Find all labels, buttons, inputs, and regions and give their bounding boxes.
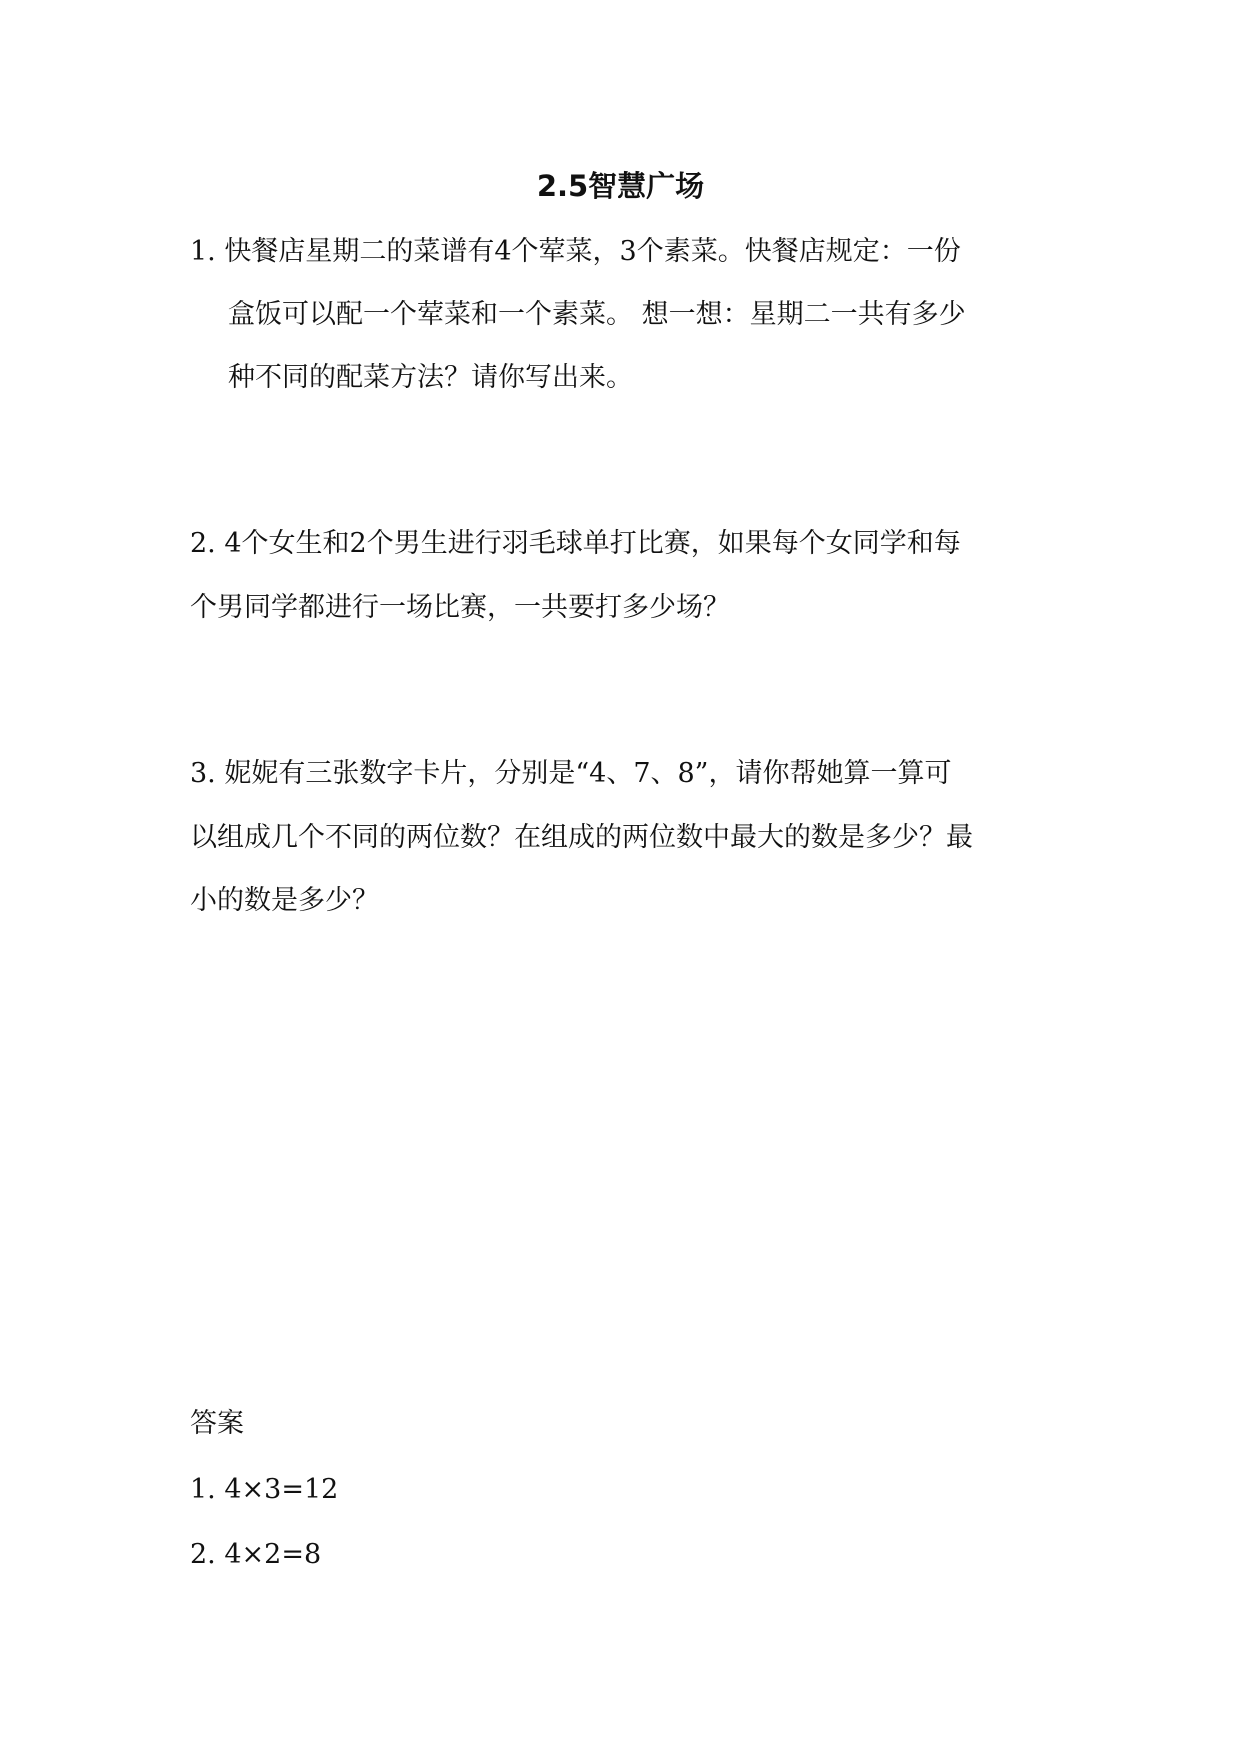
answer-1: 1. 4×3=12: [190, 1474, 339, 1505]
question-1-line-3: 种不同的配菜方法？请你写出来。: [228, 362, 633, 393]
question-3-line-1: 3. 妮妮有三张数字卡片，分别是“4、7、8”，请你帮她算一算可: [190, 758, 952, 789]
question-2-line-1: 2. 4个女生和2个男生进行羽毛球单打比赛，如果每个女同学和每: [190, 528, 961, 559]
question-3-line-2: 以组成几个不同的两位数？在组成的两位数中最大的数是多少？最: [190, 822, 973, 853]
question-1-line-2: 盒饭可以配一个荤菜和一个素菜。 想一想：星期二一共有多少: [228, 299, 966, 330]
answers-heading: 答案: [190, 1408, 244, 1439]
page-title: 2.5智慧广场: [536, 169, 705, 203]
question-2-line-2: 个男同学都进行一场比赛，一共要打多少场？: [190, 592, 730, 623]
answer-2: 2. 4×2=8: [190, 1539, 322, 1570]
question-1-line-1: 1. 快餐店星期二的菜谱有4个荤菜，3个素菜。快餐店规定：一份: [190, 236, 961, 267]
question-3-line-3: 小的数是多少？: [190, 885, 379, 916]
